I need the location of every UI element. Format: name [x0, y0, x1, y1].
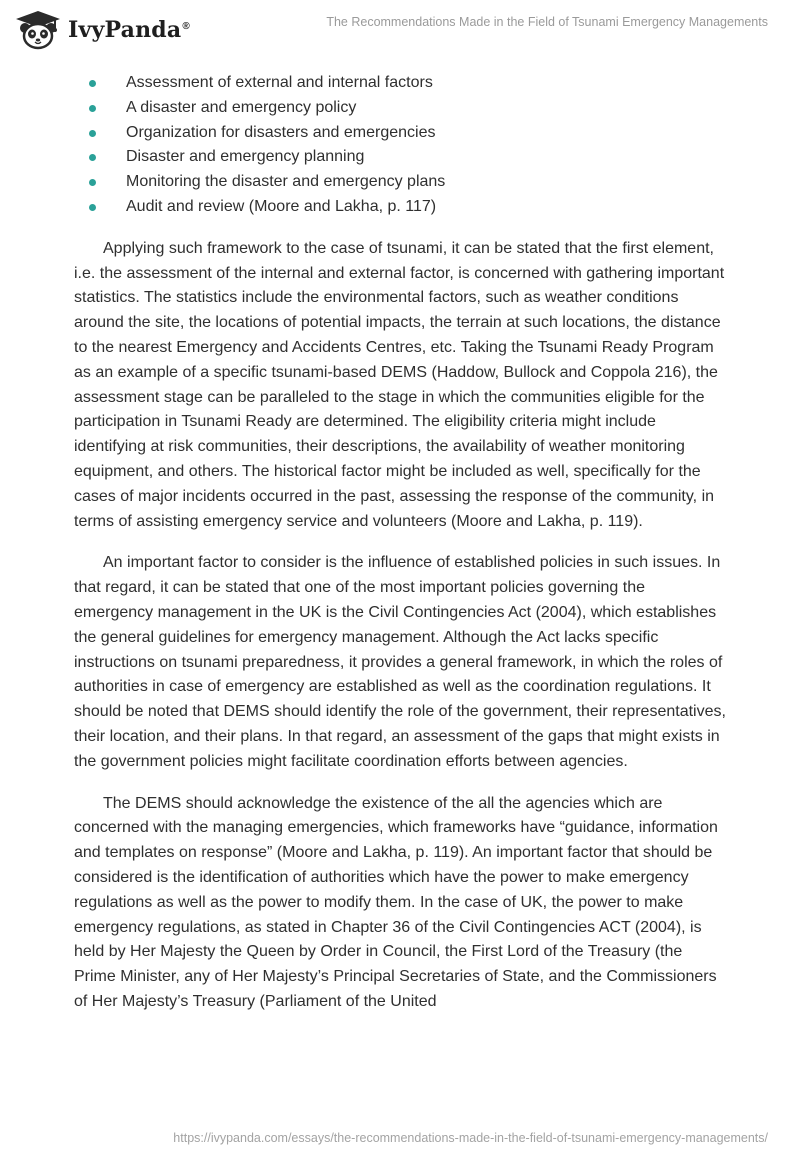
bullet-dot-icon: [89, 179, 96, 186]
list-item: Disaster and emergency planning: [74, 145, 728, 170]
ivypanda-logo[interactable]: [14, 9, 190, 51]
bullet-dot-icon: [89, 130, 96, 137]
source-url[interactable]: https://ivypanda.com/essays/the-recommendations-made-in-the-field-of-tsunami-emergency-managements/: [173, 1131, 768, 1145]
list-item: Monitoring the disaster and emergency plans: [74, 170, 728, 195]
list-item: Audit and review (Moore and Lakha, p. 117): [74, 195, 728, 220]
bullet-dot-icon: [89, 204, 96, 211]
paragraph-agencies: The DEMS should acknowledge the existence of the all the agencies which are concerned with the managing emergencies, which frameworks have “guidance, information and templates on response” (Moore and Lakha, p. 119). An important factor that should be considered is the identification of authorities which have the power to make emergency regulations as well as the power to modify them. In the case of UK, the power to make emergency regulations, as stated in Chapter 36 of the Civil Contingencies ACT (2004), is held by Her Majesty the Queen by Order in Council, the First Lord of the Treasury (the Prime Minister, any of Her Majesty’s Principal Secretaries of State, and the Commissioners of Her Majesty’s Treasury (Parliament of the United: [74, 794, 718, 1010]
paragraph-assessment: Applying such framework to the case of tsunami, it can be stated that the first element, i.e. the assessment of the internal and external factor, is concerned with gathering important statistics. The statistics include the environmental factors, such as weather conditions around the site, the locations of potential impacts, the terrain at such locations, the distance to the nearest Emergency and Accidents Centres, etc. Taking the Tsunami Ready Program as an example of a specific tsunami-based DEMS (Haddow, Bullock and Coppola 216), the assessment stage can be paralleled to the stage in which the communities eligible for the participation in Tsunami Ready are determined. The eligibility criteria might include identifying at risk communities, their descriptions, the availability of weather monitoring equipment, and others. The historical factor might be included as well, specifically for the cases of major incidents occurred in the past, assessing the response of the community, in terms of assisting emergency service and volunteers (Moore and Lakha, p. 119).: [74, 239, 725, 530]
logo-text: IvyPanda®: [68, 17, 190, 43]
list-item: Organization for disasters and emergencies: [74, 121, 728, 146]
page-header: [0, 0, 800, 62]
list-item: Assessment of external and internal factors: [74, 71, 728, 96]
bullet-dot-icon: [89, 80, 96, 87]
paragraph-policies: An important factor to consider is the influence of established policies in such issues. In that regard, it can be stated that one of the most important policies governing the emergency management in the UK is the Civil Contingencies Act (2004), which establishes the general guidelines for emergency management. Although the Act lacks specific instructions on tsunami preparedness, it provides a general framework, in which the roles of authorities in case of emergency are established as well as the coordination regulations. It should be noted that DEMS should identify the role of the government, their representatives, their location, and their plans. In that regard, an assessment of the gaps that might exists in the government policies might facilitate coordination efforts between agencies.: [74, 554, 726, 770]
bullet-dot-icon: [89, 154, 96, 161]
list-item: A disaster and emergency policy: [74, 96, 728, 121]
document-title: The Recommendations Made in the Field of Tsunami Emergency Managements: [326, 15, 768, 29]
bullet-dot-icon: [89, 105, 96, 112]
essay-content: [74, 71, 728, 1015]
framework-bullet-list: [74, 71, 728, 220]
panda-graduate-icon: [14, 9, 62, 51]
